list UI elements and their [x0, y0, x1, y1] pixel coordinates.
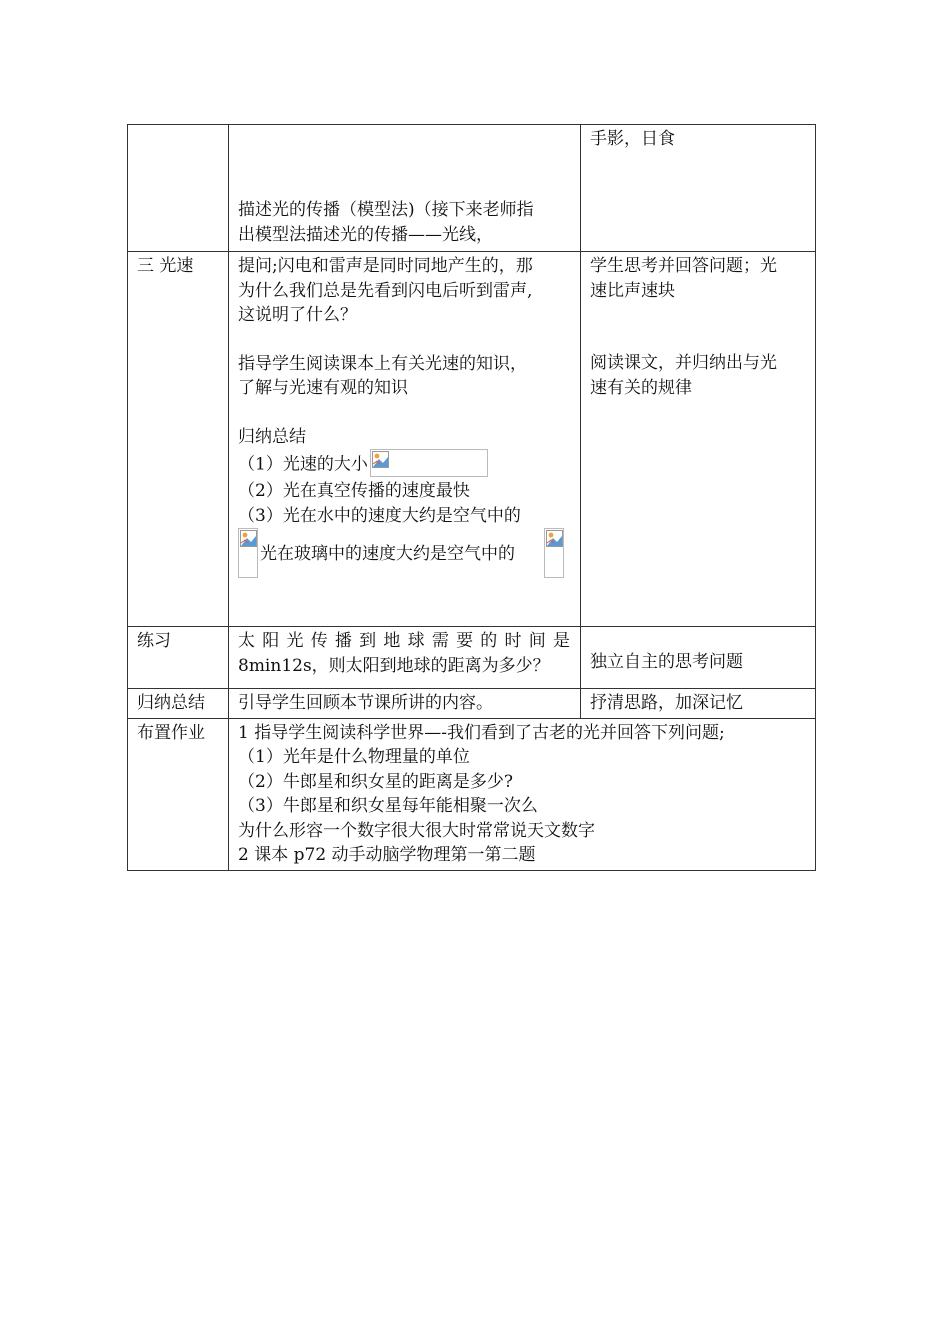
- text-line: （2）牛郎星和织女星的距离是多少?: [238, 771, 513, 792]
- text-line: 为什么形容一个数字很大很大时常常说天文数字: [238, 820, 595, 841]
- text-line: 光在玻璃中的速度大约是空气中的: [260, 544, 515, 564]
- section-homework: 布置作业: [128, 718, 229, 870]
- section-practice: 练习: [128, 627, 229, 689]
- table-row: [128, 252, 816, 627]
- text-line: 1 指导学生阅读科学世界—-我们看到了古老的光并回答下列问题;: [238, 722, 725, 743]
- table-row: [128, 718, 816, 870]
- lesson-plan-table: [127, 124, 816, 871]
- text-line: 出模型法描述光的传播——光线，: [238, 224, 493, 245]
- table-row: [128, 689, 816, 719]
- section-summary: 归纳总结: [128, 689, 229, 719]
- text-line: 速比声速块: [590, 280, 675, 301]
- cell-empty: [128, 125, 229, 252]
- cell-model-method: [229, 125, 581, 252]
- cell-shadow-eclipse: 手影，日食: [581, 125, 816, 252]
- text-line: 指导学生阅读课本上有关光速的知识，: [238, 353, 527, 374]
- text-line: （1）光速的大小: [238, 454, 368, 475]
- cell-independent-thinking: 独立自主的思考问题: [581, 627, 816, 689]
- broken-image-icon: [238, 528, 258, 578]
- text-line: 描述光的传播（模型法)（接下来老师指: [238, 200, 534, 220]
- cell-student-activity: [581, 252, 816, 627]
- summary-item-1: [238, 449, 571, 479]
- cell-clarify: 抒清思路，加深记忆: [581, 689, 816, 719]
- text-line: 2 课本 p72 动手动脑学物理第一第二题: [238, 845, 536, 865]
- cell-review: 引导学生回顾本节课所讲的内容。: [229, 689, 581, 719]
- text-line: 提问;闪电和雷声是同时同地产生的，那: [238, 256, 533, 276]
- summary-item-3-continued: [238, 528, 571, 578]
- text-line: 阅读课文，并归纳出与光: [590, 353, 777, 373]
- text-line: 8min12s，则太阳到地球的距离为多少？: [238, 655, 550, 676]
- text-line: （1）光年是什么物理量的单位: [238, 747, 470, 767]
- text-line: （3）牛郎星和织女星每年能相聚一次么: [238, 796, 538, 816]
- text-line: （2）光在真空传播的速度最快: [238, 481, 470, 501]
- text-line: 了解与光速有观的知识: [238, 378, 408, 398]
- text-line: 速有关的规律: [590, 377, 692, 398]
- table-row: [128, 627, 816, 689]
- cell-homework-content: [229, 718, 816, 870]
- text-line: 为什么我们总是先看到闪电后听到雷声,: [238, 280, 533, 301]
- section-light-speed: 三 光速: [128, 252, 229, 627]
- cell-practice-question: [229, 627, 581, 689]
- text-line: 太阳光传播到地球需要的时间是: [238, 631, 571, 651]
- table-row: [128, 125, 816, 252]
- text-line: 学生思考并回答问题；光: [590, 256, 777, 276]
- text-line: （3）光在水中的速度大约是空气中的: [238, 505, 521, 526]
- summary-title: 归纳总结: [238, 426, 306, 447]
- cell-light-speed-content: [229, 252, 581, 627]
- broken-image-icon: [544, 528, 564, 578]
- text-line: 这说明了什么？: [238, 305, 357, 325]
- broken-image-icon: [370, 449, 488, 477]
